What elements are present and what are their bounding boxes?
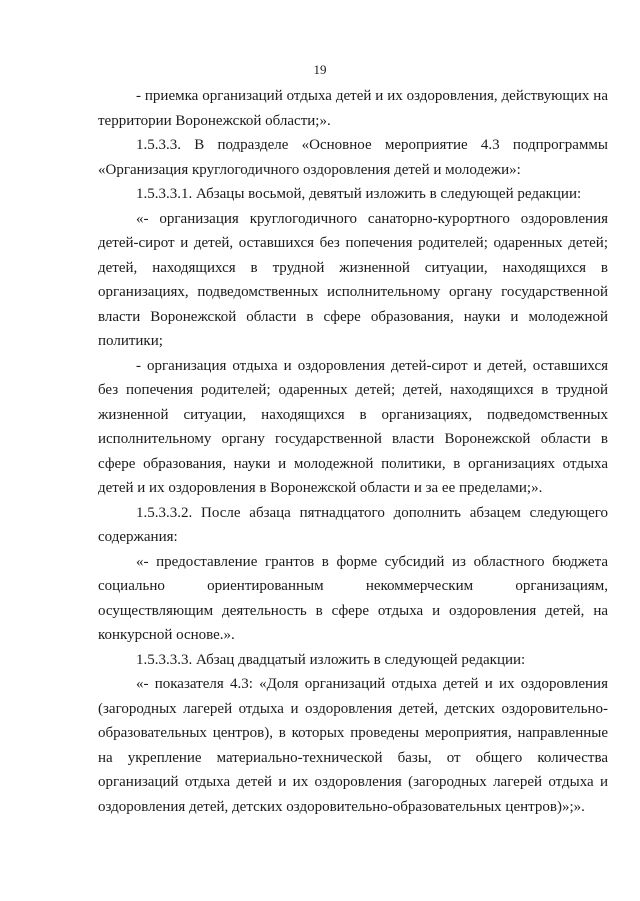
page-number: 19 [313,62,327,77]
paragraph-year-round-sanatorium: «- организация круглогодичного санаторно-курортного оздоровления детей-сирот и детей, оставшихся без попечения родителей; одаренных детей; детей, находящихся в трудной жизненной ситуации, находящихся в организациях, подведомственных исполнительному органу государственной власти Воронежской области в сфере образования, науки и молодежной политики; [98,210,608,349]
paragraph-1-5-3-3-1: 1.5.3.3.1. Абзацы восьмой, девятый изложить в следующей редакции: [136,186,582,202]
paragraph-grants: «- предоставление грантов в форме субсидий из областного бюджета социально ориентированным некоммерческим организациям, осуществляющим деятельность в сфере отдыха и оздоровления детей, на конкурсной основе.». [98,553,608,643]
paragraph-1-5-3-3-2: 1.5.3.3.2. После абзаца пятнадцатого дополнить абзацем следующего содержания: [98,504,608,545]
paragraph-recreation-orphans: - организация отдыха и оздоровления детей-сирот и детей, оставшихся без попечения родителей; одаренных детей; детей, находящихся в трудной жизненной ситуации, находящихся в организациях, подведомственных исполнительному органу государственной власти Воронежской области в сфере образования, науки и молодежной политики, в организациях отдыха детей и их оздоровления в Воронежской области и за ее пределами;». [98,357,608,496]
document-body [98,84,608,819]
paragraph-1-5-3-3: 1.5.3.3. В подразделе «Основное мероприятие 4.3 подпрограммы «Организация круглогодичного оздоровления детей и молодежи»: [98,137,608,178]
paragraph-reception-organizations: - приемка организаций отдыха детей и их оздоровления, действующих на территории Воронежской области;». [98,88,608,129]
paragraph-1-5-3-3-3: 1.5.3.3.3. Абзац двадцатый изложить в следующей редакции: [136,651,526,668]
paragraph-indicator-4-3: «- показателя 4.3: «Доля организаций отдыха детей и их оздоровления (загородных лагерей отдыха и оздоровления детей, детских оздоровительно-образовательных центров), в которых проведены мероприятия, направленные на укрепление материально-технической базы, от общего количества организаций отдыха детей и их оздоровления (загородных лагерей отдыха и оздоровления детей, детских оздоровительно-образовательных центров)»;». [98,676,608,815]
